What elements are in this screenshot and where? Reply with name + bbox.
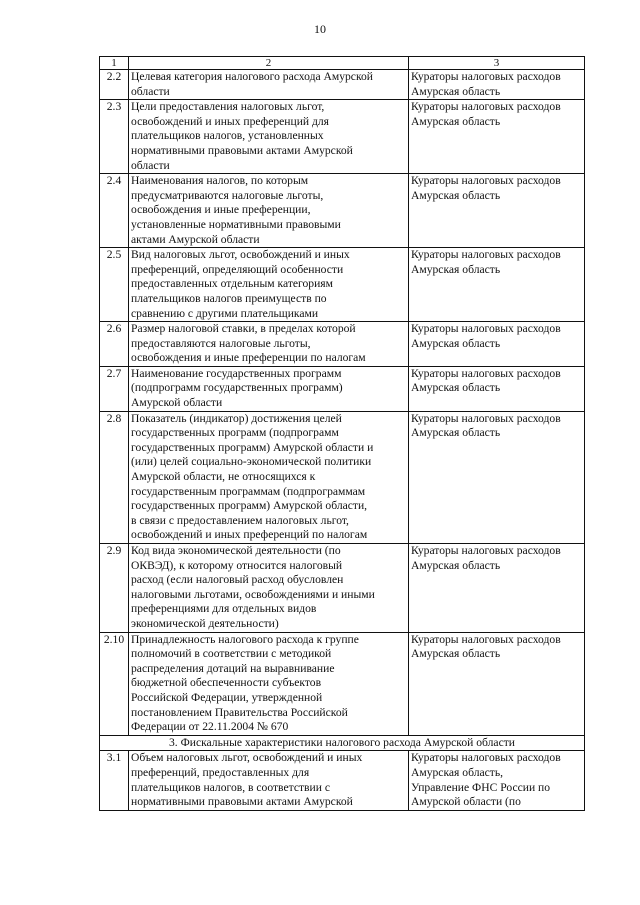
row-number: 2.5 xyxy=(100,248,129,322)
table-row xyxy=(100,411,585,543)
row-description-line: Амурской области, не относящихся к xyxy=(131,470,316,484)
row-description-line: Принадлежность налогового расхода к группе xyxy=(131,632,359,646)
row-description xyxy=(131,322,406,366)
row-description-cell xyxy=(129,322,409,367)
row-description xyxy=(131,174,406,247)
row-responsible xyxy=(411,248,582,277)
row-description-cell xyxy=(129,366,409,411)
row-description-line: в связи с предоставлением налоговых льгот, xyxy=(131,513,349,527)
row-responsible-line: Кураторы налоговых расходов xyxy=(411,751,561,765)
row-responsible-cell xyxy=(409,366,585,411)
row-description-line: Наименование государственных программ xyxy=(131,366,342,380)
row-description xyxy=(131,70,406,99)
row-responsible-cell xyxy=(409,411,585,543)
row-description xyxy=(131,544,406,632)
row-description-line: нормативными правовыми актами Амурской xyxy=(131,795,353,809)
row-responsible-line: Кураторы налоговых расходов xyxy=(411,632,561,646)
row-number: 2.3 xyxy=(100,100,129,174)
row-responsible-cell xyxy=(409,100,585,174)
row-description-line: полномочий в соответствии с методикой xyxy=(131,647,332,661)
row-responsible xyxy=(411,544,582,573)
row-description-line: бюджетной обеспеченности субъектов xyxy=(131,676,322,690)
row-description-line: сравнению с другими плательщиками xyxy=(131,306,319,320)
row-responsible-line: Кураторы налоговых расходов xyxy=(411,248,561,262)
row-number: 2.4 xyxy=(100,174,129,248)
row-description-line: распределения дотаций на выравнивание xyxy=(131,661,335,675)
row-description-line: Код вида экономической деятельности (по xyxy=(131,544,341,557)
row-description-cell xyxy=(129,248,409,322)
row-description-line: освобождений и иных преференций по налогам xyxy=(131,528,368,542)
row-description xyxy=(131,248,406,321)
row-description-line: Показатель (индикатор) достижения целей xyxy=(131,411,342,425)
row-description-cell xyxy=(129,632,409,735)
row-responsible xyxy=(411,322,582,351)
row-description-line: области xyxy=(131,84,170,98)
row-responsible-line: Амурская область xyxy=(411,84,501,98)
row-description xyxy=(131,633,406,735)
row-description xyxy=(131,412,406,543)
row-description-cell xyxy=(129,70,409,100)
row-responsible-line: Амурская область xyxy=(411,188,501,202)
row-description-line: области xyxy=(131,158,170,172)
row-description-line: предоставленных отдельным категориям xyxy=(131,277,333,291)
row-responsible xyxy=(411,412,582,441)
row-responsible-cell xyxy=(409,632,585,735)
row-description-line: преференций, определяющий особенности xyxy=(131,262,344,276)
row-description-line: Цели предоставления налоговых льгот, xyxy=(131,100,325,114)
row-description-line: постановлением Правительства Российской xyxy=(131,705,348,719)
row-description-line: ОКВЭД), к которому относится налоговый xyxy=(131,558,343,572)
row-responsible xyxy=(411,367,582,396)
table-row xyxy=(100,70,585,100)
row-description-line: Российской Федерации, утвержденной xyxy=(131,690,323,704)
row-description-line: Вид налоговых льгот, освобождений и иных xyxy=(131,248,350,262)
row-description-line: экономической деятельности) xyxy=(131,616,279,630)
row-description-line: актами Амурской области xyxy=(131,232,260,246)
row-number: 2.10 xyxy=(100,632,129,735)
row-description-line: Амурской области xyxy=(131,396,223,410)
table-row xyxy=(100,248,585,322)
row-description-cell xyxy=(129,174,409,248)
table-row xyxy=(100,751,585,810)
row-responsible xyxy=(411,751,582,809)
row-description-line: Целевая категория налогового расхода Амурской xyxy=(131,70,374,83)
table-body xyxy=(100,57,585,811)
row-description-line: освобождения и иные преференции по налогам xyxy=(131,351,366,365)
row-description-line: Наименования налогов, по которым xyxy=(131,174,309,188)
row-description xyxy=(131,751,406,809)
row-description-line: Федерации от 22.11.2004 № 670 xyxy=(131,720,289,734)
row-responsible xyxy=(411,70,582,99)
row-responsible-line: Кураторы налоговых расходов xyxy=(411,366,561,380)
table-row xyxy=(100,632,585,735)
table-row xyxy=(100,544,585,633)
row-responsible-cell xyxy=(409,248,585,322)
row-description-line: Объем налоговых льгот, освобождений и иных xyxy=(131,751,363,765)
row-responsible-line: Амурская область xyxy=(411,262,501,276)
header-col-1: 1 xyxy=(100,57,129,70)
row-description-line: (подпрограмм государственных программ) xyxy=(131,381,343,395)
row-description-line: государственных программ) Амурской области, xyxy=(131,499,368,513)
row-responsible-line: Кураторы налоговых расходов xyxy=(411,544,561,557)
row-description-line: преференций, предоставленных для xyxy=(131,765,310,779)
row-number: 2.2 xyxy=(100,70,129,100)
row-description-cell xyxy=(129,751,409,810)
row-responsible-cell xyxy=(409,174,585,248)
row-responsible-line: Амурская область xyxy=(411,114,501,128)
row-description-line: освобождения и иные преференции, xyxy=(131,203,311,217)
row-responsible-line: Управление ФНС России по xyxy=(411,780,551,794)
row-responsible-line: Амурская область xyxy=(411,381,501,395)
row-responsible-line: Амурской области (по xyxy=(411,795,521,809)
row-description-line: (или) целей социально-экономической политики xyxy=(131,455,372,469)
row-description-line: государственных программ (подпрограмм xyxy=(131,426,339,440)
row-description-line: Размер налоговой ставки, в пределах которой xyxy=(131,322,356,336)
page-number: 10 xyxy=(314,22,326,36)
row-description-line: расход (если налоговый расход обусловлен xyxy=(131,573,344,587)
row-responsible xyxy=(411,633,582,662)
tax-expenditure-table xyxy=(99,56,585,811)
table-row xyxy=(100,322,585,367)
row-responsible xyxy=(411,100,582,129)
section-title: 3. Фискальные характеристики налогового расхода Амурской области xyxy=(100,735,585,751)
row-description-line: преференциями для отдельных видов xyxy=(131,602,317,616)
row-description-line: государственным программам (подпрограммам xyxy=(131,484,366,498)
row-responsible-line: Кураторы налоговых расходов xyxy=(411,100,561,114)
row-description-line: нормативными правовыми актами Амурской xyxy=(131,143,353,157)
row-responsible-cell xyxy=(409,751,585,810)
row-responsible-line: Амурская область xyxy=(411,426,501,440)
header-col-3: 3 xyxy=(409,57,585,70)
row-description-line: плательщиков налогов, установленных xyxy=(131,129,324,143)
row-responsible-line: Кураторы налоговых расходов xyxy=(411,174,561,188)
table-row xyxy=(100,174,585,248)
row-responsible-line: Амурская область, xyxy=(411,765,504,779)
row-number: 3.1 xyxy=(100,751,129,810)
row-description-line: предоставляются налоговые льготы, xyxy=(131,336,311,350)
row-description-line: государственных программ) Амурской области и xyxy=(131,440,374,454)
row-description-line: предусматриваются налоговые льготы, xyxy=(131,188,324,202)
row-description xyxy=(131,367,406,411)
row-responsible-cell xyxy=(409,70,585,100)
row-responsible-line: Кураторы налоговых расходов xyxy=(411,70,561,83)
section-row xyxy=(100,735,585,751)
row-number: 2.6 xyxy=(100,322,129,367)
row-description-cell xyxy=(129,411,409,543)
row-responsible-line: Амурская область xyxy=(411,647,501,661)
table-row xyxy=(100,366,585,411)
row-description-line: налоговыми льготами, освобождениями и иными xyxy=(131,587,375,601)
row-description-cell xyxy=(129,100,409,174)
row-description-cell xyxy=(129,544,409,633)
header-col-2: 2 xyxy=(129,57,409,70)
row-number: 2.9 xyxy=(100,544,129,633)
row-responsible-line: Амурская область xyxy=(411,336,501,350)
table-row xyxy=(100,100,585,174)
row-description-line: плательщиков налогов преимуществ по xyxy=(131,291,327,305)
row-responsible-line: Кураторы налоговых расходов xyxy=(411,322,561,336)
row-number: 2.7 xyxy=(100,366,129,411)
row-responsible-cell xyxy=(409,544,585,633)
row-responsible xyxy=(411,174,582,203)
row-description xyxy=(131,100,406,173)
row-description-line: установленные нормативными правовыми xyxy=(131,217,341,231)
row-description-line: освобождений и иных преференций для xyxy=(131,114,330,128)
row-responsible-cell xyxy=(409,322,585,367)
row-responsible-line: Кураторы налоговых расходов xyxy=(411,411,561,425)
table-header-row xyxy=(100,57,585,70)
row-responsible-line: Амурская область xyxy=(411,558,501,572)
row-description-line: плательщиков налогов, в соответствии с xyxy=(131,780,330,794)
row-number: 2.8 xyxy=(100,411,129,543)
